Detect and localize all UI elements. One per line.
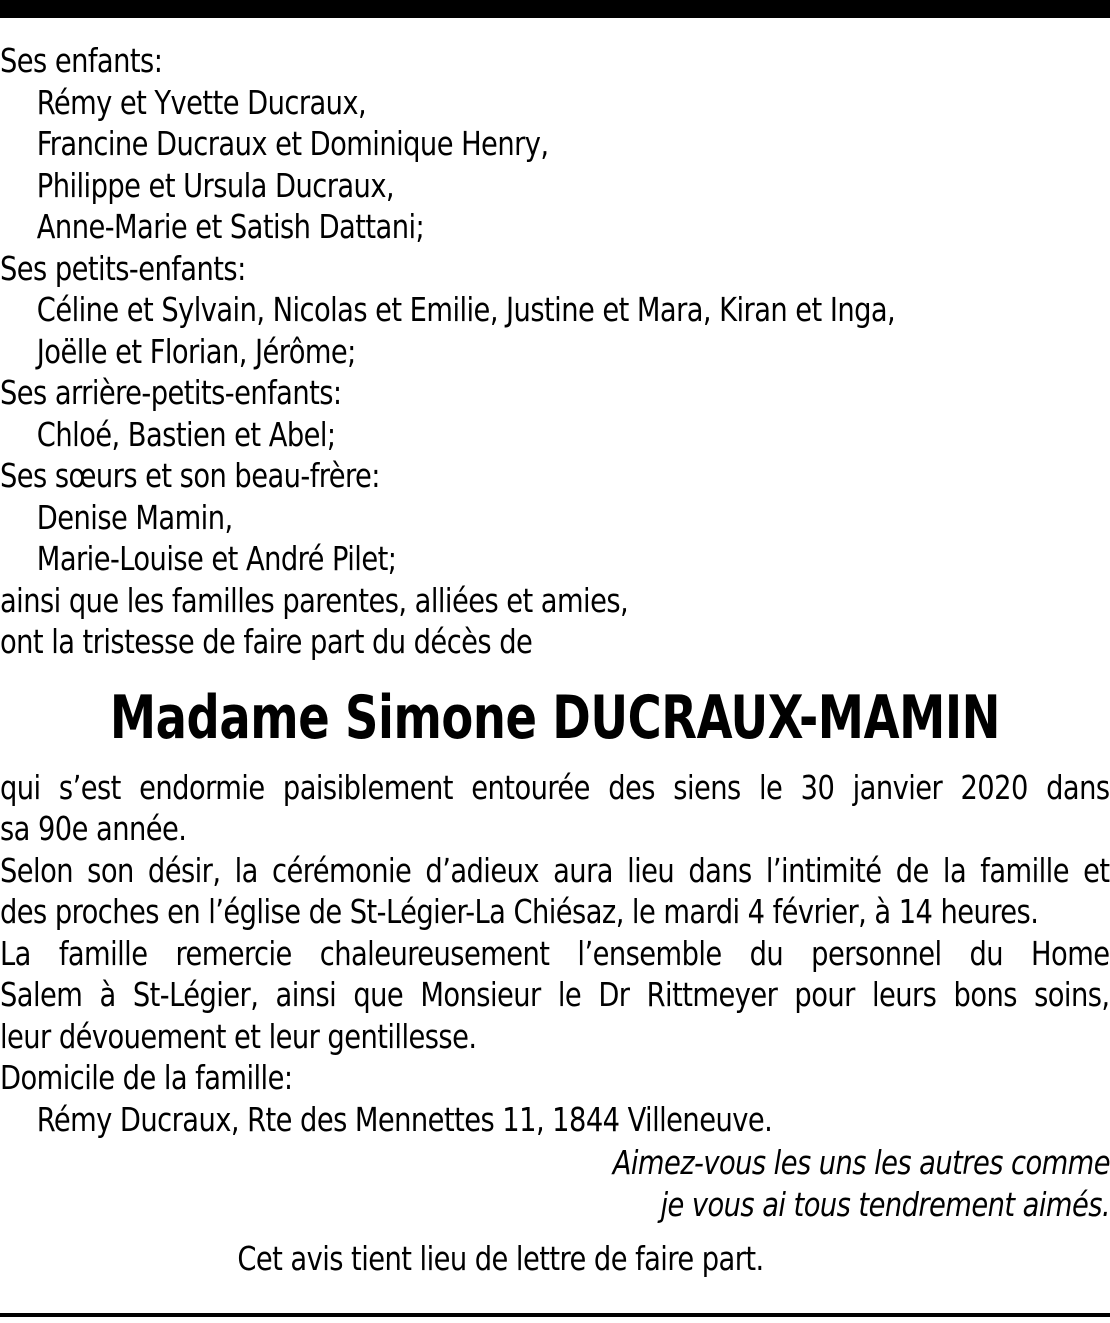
sibling-line: Marie-Louise et André Pilet; xyxy=(36,539,397,578)
child-line: Rémy et Yvette Ducraux, xyxy=(36,82,367,122)
great-grandchildren-heading: Ses arrière-petits-enfants: xyxy=(0,373,342,412)
grandchildren-line: Joëlle et Florian, Jérôme; xyxy=(36,331,356,371)
grandchildren-heading: Ses petits-enfants: xyxy=(0,248,246,288)
body-line: La famille remercie chaleureusement l’ensemble du personnel du Home xyxy=(0,933,1110,973)
child-line: Francine Ducraux et Dominique Henry, xyxy=(36,124,549,163)
body-line: sa 90e année. xyxy=(0,809,187,848)
child-line: Philippe et Ursula Ducraux, xyxy=(36,165,395,205)
child-line: Anne-Marie et Satish Dattani; xyxy=(36,207,425,246)
body-line: Salem à St-Légier, ainsi que Monsieur le Dr Rittmeyer pour leurs bons soins, xyxy=(0,975,1110,1014)
domicile-address: Rémy Ducraux, Rte des Mennettes 11, 1844 Villeneuve. xyxy=(36,1099,773,1139)
domicile-heading: Domicile de la famille: xyxy=(0,1058,293,1097)
quote-line: je vous ai tous tendrement aimés. xyxy=(660,1185,1110,1224)
announcement-line: ont la tristesse de faire part du décès de xyxy=(0,622,533,661)
body-line: qui s’est endormie paisiblement entourée des siens le 30 janvier 2020 dans xyxy=(0,767,1110,807)
body-line: Selon son désir, la cérémonie d’adieux aura lieu dans l’intimité de la famille et xyxy=(0,850,1110,890)
relatives-line: ainsi que les familles parentes, alliées et amies, xyxy=(0,580,629,620)
children-heading: Ses enfants: xyxy=(0,41,163,80)
great-grandchildren-line: Chloé, Bastien et Abel; xyxy=(36,414,336,454)
siblings-heading: Ses sœurs et son beau-frère: xyxy=(0,456,380,495)
obituary-notice xyxy=(0,40,1110,1280)
body-line: des proches en l’église de St-Légier-La Chiésaz, le mardi 4 février, à 14 heures. xyxy=(0,892,1039,931)
body-line: leur dévouement et leur gentillesse. xyxy=(0,1016,477,1056)
notice-body xyxy=(0,767,1110,1058)
bottom-rule xyxy=(0,1313,1110,1317)
quote xyxy=(0,1142,1110,1226)
top-rule xyxy=(0,0,1110,18)
footer-note: Cet avis tient lieu de lettre de faire part. xyxy=(237,1239,764,1278)
deceased-name: Madame Simone DUCRAUX-MAMIN xyxy=(109,682,1001,753)
grandchildren-line: Céline et Sylvain, Nicolas et Emilie, Justine et Mara, Kiran et Inga, xyxy=(36,290,896,329)
sibling-line: Denise Mamin, xyxy=(36,497,233,537)
quote-line: Aimez-vous les uns les autres comme xyxy=(612,1143,1110,1182)
